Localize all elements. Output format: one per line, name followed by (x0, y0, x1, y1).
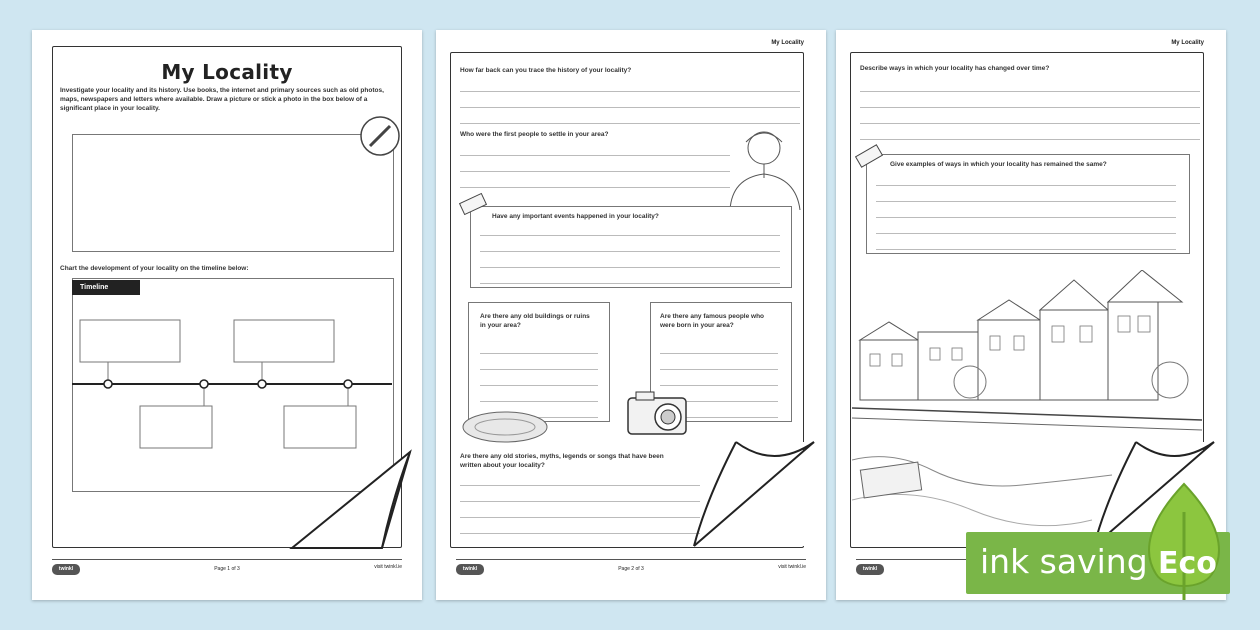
eco-leaf-icon (1142, 482, 1226, 602)
page-header: My Locality (771, 40, 804, 46)
twinkl-logo: twinkl (52, 564, 80, 575)
camera-icon (622, 386, 692, 438)
scroll-illustration (460, 408, 550, 446)
timeline-instruction: Chart the development of your locality on the timeline below: (60, 265, 249, 272)
footer-brand: visit twinkl.ie (778, 564, 806, 570)
twinkl-logo: twinkl (856, 564, 884, 575)
page-title: My Locality (161, 60, 293, 84)
answer-lines[interactable] (480, 220, 780, 284)
page-footer (456, 559, 806, 578)
question-first-settlers: Who were the first people to settle in your area? (460, 131, 609, 138)
question-stories: Are there any old stories, myths, legends or songs that have been written about your locality? (460, 453, 664, 469)
answer-lines[interactable] (460, 140, 730, 188)
question-old-buildings: Are there any old buildings or ruins in your area? (480, 313, 590, 329)
question-events: Have any important events happened in your locality? (492, 213, 659, 220)
page-curl-decoration (686, 430, 816, 548)
tape-icon (854, 144, 884, 170)
answer-lines[interactable] (876, 170, 1176, 250)
settler-illustration (722, 122, 804, 212)
timeline-label: Timeline (72, 280, 140, 295)
intro-text: Investigate your locality and its history. Use books, the internet and primary sources such as old photos, maps, newspapers and letters where available. Draw a picture or stick a photo in the box below of a significant place in your locality. (60, 87, 384, 112)
tape-icon (458, 192, 488, 218)
answer-lines[interactable] (860, 76, 1200, 140)
worksheet-page-1 (32, 30, 422, 600)
footer-brand: visit twinkl.ie (374, 564, 402, 570)
answer-lines[interactable] (460, 470, 700, 534)
page-number: Page 1 of 3 (214, 566, 240, 572)
question-famous-people: Are there any famous people who were born in your area? (660, 313, 765, 329)
page-curl-decoration (282, 440, 412, 550)
question-history: How far back can you trace the history of your locality? (460, 67, 632, 74)
drawing-box[interactable] (72, 134, 394, 252)
answer-lines[interactable] (460, 76, 800, 124)
answer-lines[interactable] (480, 338, 598, 418)
question-remained-same: Give examples of ways in which your locality has remained the same? (890, 161, 1107, 168)
ink-saving-label: ink saving (980, 542, 1148, 581)
worksheet-page-2 (436, 30, 826, 600)
timeline-diagram (72, 310, 392, 460)
page-number: Page 2 of 3 (618, 566, 644, 572)
pencil-icon (358, 114, 402, 158)
page-footer (52, 559, 402, 578)
page-header: My Locality (1171, 40, 1204, 46)
question-changes: Describe ways in which your locality has changed over time? (860, 65, 1050, 72)
eco-label: Eco (1158, 546, 1217, 581)
twinkl-logo: twinkl (456, 564, 484, 575)
